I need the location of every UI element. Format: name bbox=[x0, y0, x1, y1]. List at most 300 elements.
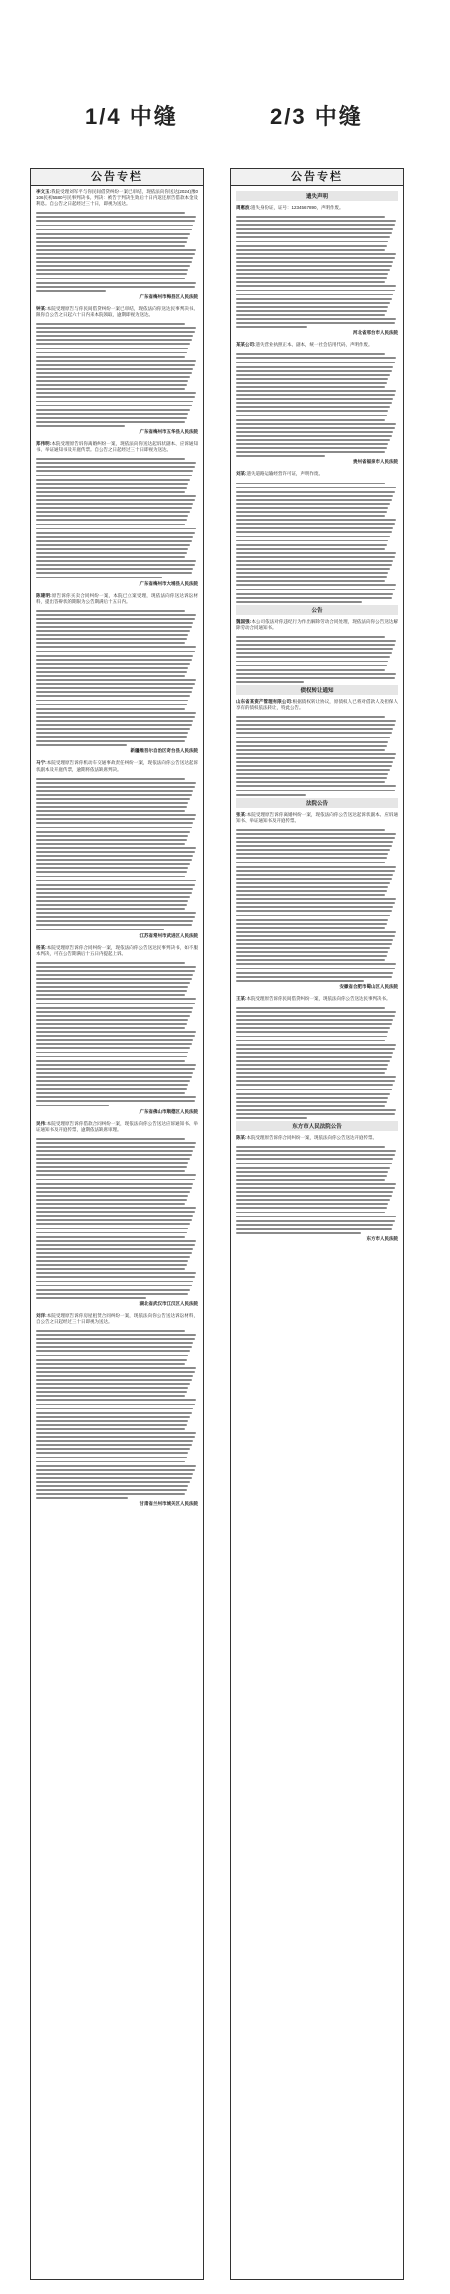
notice-addressee: 吴伟: bbox=[36, 1120, 47, 1126]
text-line bbox=[36, 552, 187, 554]
text-line bbox=[236, 931, 396, 933]
text-line bbox=[36, 1080, 190, 1082]
text-line bbox=[36, 855, 193, 857]
text-line bbox=[36, 519, 187, 521]
text-line bbox=[36, 1195, 188, 1197]
text-line bbox=[36, 233, 190, 235]
notice-paragraph bbox=[36, 945, 198, 957]
text-line bbox=[36, 732, 188, 734]
text-line bbox=[36, 740, 185, 742]
text-line bbox=[36, 1228, 188, 1230]
text-line bbox=[236, 1093, 390, 1095]
text-line bbox=[36, 1015, 190, 1017]
text-line bbox=[36, 1256, 190, 1258]
section-title: 遗失声明 bbox=[236, 191, 398, 201]
text-line bbox=[236, 737, 390, 739]
text-line bbox=[36, 924, 192, 926]
notice-addressee: 魏国强: bbox=[236, 618, 252, 624]
text-line bbox=[236, 253, 396, 255]
notice-addressee: 钟某: bbox=[36, 305, 47, 311]
text-line bbox=[36, 564, 195, 566]
notice-paragraph bbox=[236, 996, 398, 1002]
notice-text: 原告诉你买卖合同纠纷一案，本院已立案受理，现依法向你送达诉讼材料，提出答辩状的期限为公告期满后十五日内。 bbox=[36, 592, 199, 604]
text-line bbox=[36, 237, 188, 239]
text-line bbox=[236, 1031, 388, 1033]
text-line bbox=[36, 1138, 185, 1140]
notice-paragraph bbox=[36, 189, 198, 207]
text-line bbox=[236, 894, 385, 896]
text-line bbox=[236, 1158, 393, 1160]
text-line bbox=[36, 970, 195, 972]
text-line bbox=[236, 548, 385, 550]
text-line bbox=[236, 1232, 361, 1234]
text-line bbox=[236, 765, 392, 767]
text-line bbox=[36, 1264, 187, 1266]
text-line bbox=[36, 1252, 192, 1254]
text-line bbox=[36, 1367, 196, 1369]
text-line bbox=[36, 1338, 195, 1340]
text-line bbox=[36, 892, 192, 894]
text-line bbox=[236, 382, 387, 384]
text-line bbox=[36, 843, 185, 845]
text-line bbox=[36, 1391, 187, 1393]
text-line bbox=[236, 261, 393, 263]
text-line bbox=[236, 451, 385, 453]
text-line bbox=[236, 519, 396, 521]
text-line bbox=[236, 976, 392, 978]
section-title: 公告 bbox=[236, 605, 398, 615]
text-line bbox=[236, 241, 388, 243]
text-line bbox=[236, 1015, 395, 1017]
text-line bbox=[236, 968, 395, 970]
text-line bbox=[36, 614, 196, 616]
text-line bbox=[236, 1228, 392, 1230]
notice-addressee: 李文玉: bbox=[36, 189, 52, 194]
text-line bbox=[36, 548, 188, 550]
text-line bbox=[236, 572, 388, 574]
text-line bbox=[236, 277, 387, 279]
text-line bbox=[36, 1043, 192, 1045]
text-line bbox=[236, 589, 395, 591]
text-line bbox=[36, 1371, 195, 1373]
text-line bbox=[36, 1076, 192, 1078]
text-line bbox=[236, 1113, 395, 1115]
text-line bbox=[36, 1096, 196, 1098]
text-line bbox=[36, 376, 190, 378]
text-line bbox=[236, 386, 385, 388]
text-line bbox=[36, 364, 195, 366]
text-line bbox=[236, 724, 395, 726]
text-line bbox=[36, 253, 195, 255]
text-line bbox=[36, 822, 193, 824]
text-line bbox=[36, 1092, 185, 1094]
text-line bbox=[236, 927, 385, 929]
text-line bbox=[36, 568, 193, 570]
text-line bbox=[36, 1088, 187, 1090]
text-line bbox=[36, 679, 196, 681]
notice-text: 我院受理刘军平与你民间借贷纠纷一案已审结，现依法向你送达(2024)豫0106民初5580号民事判决书。判决：被告于判决生效后十日内返还原告借款本金及利息。自公告之日起经过三十日，即视为送达。 bbox=[36, 189, 198, 207]
text-line bbox=[236, 656, 390, 658]
text-line bbox=[236, 1089, 392, 1091]
text-line bbox=[36, 401, 193, 403]
text-line bbox=[36, 1170, 185, 1172]
text-line bbox=[236, 1224, 393, 1226]
notice-signer: 河北省邢台市人民法院 bbox=[353, 330, 398, 336]
text-line bbox=[236, 370, 392, 372]
text-line bbox=[236, 410, 388, 412]
text-line bbox=[36, 560, 196, 562]
text-line bbox=[36, 802, 188, 804]
text-line bbox=[236, 245, 387, 247]
notice-text: 遗失道路运输经营许可证，声明作废。 bbox=[246, 471, 323, 477]
text-line bbox=[36, 1297, 146, 1299]
text-line bbox=[236, 1191, 393, 1193]
text-line bbox=[236, 353, 385, 355]
text-line bbox=[236, 1036, 387, 1038]
text-line bbox=[236, 318, 396, 320]
text-line bbox=[236, 761, 393, 763]
text-line bbox=[36, 667, 188, 669]
text-line bbox=[36, 1416, 190, 1418]
text-line bbox=[36, 1485, 188, 1487]
left-announcement-column bbox=[30, 168, 204, 2280]
text-line bbox=[236, 374, 390, 376]
text-line bbox=[36, 778, 185, 780]
text-line bbox=[236, 1150, 396, 1152]
text-line bbox=[36, 225, 193, 227]
text-line bbox=[236, 366, 393, 368]
text-line bbox=[36, 384, 187, 386]
text-line bbox=[36, 994, 185, 996]
text-line bbox=[236, 580, 385, 582]
notice-paragraph bbox=[236, 342, 398, 348]
text-line bbox=[36, 261, 192, 263]
text-line bbox=[36, 1154, 192, 1156]
notice-text: 本院受理原告诉你离婚纠纷一案，现依法向你公告送达起诉状副本、应诉通知书、举证通知书及开庭传票。 bbox=[236, 811, 398, 823]
text-line bbox=[36, 290, 106, 292]
text-line bbox=[36, 920, 193, 922]
text-line bbox=[236, 636, 385, 638]
text-line bbox=[36, 1363, 185, 1365]
text-line bbox=[236, 1044, 396, 1046]
text-line bbox=[36, 380, 188, 382]
text-line bbox=[36, 1404, 195, 1406]
text-line bbox=[236, 648, 393, 650]
text-line bbox=[236, 794, 306, 796]
text-line bbox=[36, 396, 195, 398]
text-line bbox=[36, 352, 187, 354]
text-line bbox=[36, 712, 196, 714]
text-line bbox=[236, 556, 395, 558]
text-line bbox=[236, 302, 390, 304]
text-line bbox=[236, 523, 395, 525]
text-line bbox=[236, 1207, 387, 1209]
text-line bbox=[36, 831, 190, 833]
text-line bbox=[36, 1334, 196, 1336]
text-line bbox=[36, 1211, 195, 1213]
text-line bbox=[236, 564, 392, 566]
text-line bbox=[36, 859, 192, 861]
text-line bbox=[36, 1493, 185, 1495]
text-line bbox=[236, 357, 396, 359]
text-line bbox=[236, 853, 388, 855]
text-line bbox=[36, 479, 190, 481]
text-line bbox=[36, 1355, 188, 1357]
text-line bbox=[36, 1056, 187, 1058]
text-line bbox=[36, 286, 195, 288]
notice-signer: 广东省梅州市梅县区人民法院 bbox=[139, 293, 198, 299]
text-line bbox=[36, 278, 185, 280]
text-line bbox=[236, 902, 395, 904]
text-line bbox=[236, 568, 390, 570]
text-line bbox=[36, 1452, 188, 1454]
text-line bbox=[36, 1223, 190, 1225]
notice-paragraph bbox=[36, 306, 198, 318]
section-title: 法院公告 bbox=[236, 798, 398, 808]
text-line bbox=[36, 1281, 193, 1283]
text-line bbox=[36, 1477, 192, 1479]
text-line bbox=[36, 249, 196, 251]
notice-addressee: 某某公司: bbox=[236, 342, 256, 348]
text-line bbox=[236, 980, 364, 982]
text-line bbox=[236, 741, 388, 743]
text-line bbox=[36, 1060, 185, 1062]
text-line bbox=[36, 1187, 192, 1189]
notice-addressee: 郑伟明: bbox=[36, 441, 52, 447]
notice-paragraph bbox=[36, 593, 198, 605]
text-line bbox=[236, 874, 393, 876]
text-line bbox=[36, 1346, 192, 1348]
text-line bbox=[236, 1187, 395, 1189]
text-line bbox=[36, 323, 185, 325]
text-line bbox=[36, 392, 196, 394]
notice-text: 本院受理原告与你民间借贷纠纷一案已审结，现依法向你送达民事判决书。限你自公告之日起六十日内来本院领取，逾期即视为送达。 bbox=[36, 305, 198, 317]
text-line bbox=[236, 390, 396, 392]
section-title: 债权转让通知 bbox=[236, 685, 398, 695]
text-line bbox=[236, 866, 396, 868]
text-line bbox=[36, 1003, 195, 1005]
text-line bbox=[36, 1146, 195, 1148]
text-line bbox=[36, 888, 193, 890]
text-line bbox=[36, 528, 196, 530]
text-line bbox=[236, 507, 388, 509]
text-line bbox=[36, 786, 195, 788]
text-line bbox=[36, 1100, 195, 1102]
text-line bbox=[36, 1375, 193, 1377]
text-line bbox=[36, 265, 190, 267]
section-title: 东方市人民法院公告 bbox=[236, 1121, 398, 1131]
notice-paragraph bbox=[236, 471, 398, 477]
text-line bbox=[236, 1023, 392, 1025]
text-line bbox=[236, 290, 395, 292]
text-line bbox=[236, 1183, 396, 1185]
text-line bbox=[36, 1084, 188, 1086]
text-line bbox=[36, 1031, 196, 1033]
text-line bbox=[236, 1060, 390, 1062]
notice-addressee: 王某: bbox=[236, 995, 247, 1001]
text-line bbox=[36, 409, 190, 411]
text-line bbox=[36, 916, 195, 918]
text-line bbox=[236, 777, 387, 779]
notice-text: 根据债权转让协议，原债权人已将对借款人及担保人享有的债权依法转让，特此公告。 bbox=[236, 698, 399, 711]
text-line bbox=[36, 483, 188, 485]
text-line bbox=[36, 695, 190, 697]
text-line bbox=[236, 443, 388, 445]
notice-text: 本院受理原告诉你房屋租赁合同纠纷一案，现依法向你公告送达诉讼材料，自公告之日起经过三十日即视为送达。 bbox=[36, 1312, 198, 1324]
text-line bbox=[236, 1216, 396, 1218]
text-line bbox=[36, 1342, 193, 1344]
notice-text: 本院受理原告诉你借款合同纠纷一案，现依法向你公告送达应诉通知书、举证通知书及开庭传票，逾期依法缺席审理。 bbox=[36, 1120, 198, 1132]
text-line bbox=[36, 475, 192, 477]
text-line bbox=[236, 495, 393, 497]
text-line bbox=[36, 1379, 192, 1381]
text-line bbox=[36, 962, 185, 964]
text-line bbox=[36, 343, 190, 345]
text-line bbox=[36, 724, 192, 726]
text-line bbox=[36, 1420, 188, 1422]
text-line bbox=[236, 857, 387, 859]
text-line bbox=[36, 704, 187, 706]
text-line bbox=[36, 1174, 196, 1176]
text-line bbox=[236, 870, 395, 872]
text-line bbox=[236, 1220, 395, 1222]
text-line bbox=[236, 398, 393, 400]
text-line bbox=[236, 285, 396, 287]
notice-text: 本院受理原告诉你合同纠纷一案，现依法向你公告送达民事判决书，如不服本判决，可在公告期满后十五日内提起上诉。 bbox=[36, 944, 198, 956]
text-line bbox=[36, 671, 187, 673]
notice-paragraph bbox=[236, 1135, 398, 1141]
text-line bbox=[236, 1195, 392, 1197]
text-line bbox=[236, 544, 387, 546]
text-line bbox=[36, 1150, 193, 1152]
text-line bbox=[236, 423, 396, 425]
text-line bbox=[36, 1440, 193, 1442]
text-line bbox=[36, 577, 162, 579]
text-line bbox=[236, 749, 385, 751]
text-line bbox=[236, 943, 392, 945]
text-line bbox=[36, 536, 193, 538]
text-line bbox=[236, 394, 395, 396]
text-line bbox=[36, 425, 125, 427]
text-line bbox=[236, 919, 388, 921]
text-line bbox=[36, 1023, 187, 1025]
notice-signer: 江苏省常州市武进区人民法院 bbox=[139, 932, 198, 938]
text-line bbox=[36, 1052, 188, 1054]
text-line bbox=[36, 1248, 193, 1250]
text-line bbox=[36, 1473, 193, 1475]
text-line bbox=[236, 536, 390, 538]
text-line bbox=[236, 265, 392, 267]
text-line bbox=[36, 744, 127, 746]
text-line bbox=[36, 1068, 195, 1070]
text-line bbox=[236, 640, 396, 642]
text-line bbox=[36, 216, 196, 218]
text-line bbox=[236, 406, 390, 408]
text-line bbox=[236, 439, 390, 441]
text-line bbox=[36, 720, 193, 722]
text-line bbox=[36, 1072, 193, 1074]
text-line bbox=[36, 507, 192, 509]
text-line bbox=[36, 863, 190, 865]
text-line bbox=[236, 1007, 385, 1009]
text-line bbox=[36, 360, 196, 362]
text-line bbox=[236, 947, 390, 949]
text-line bbox=[236, 491, 395, 493]
text-line bbox=[236, 1064, 388, 1066]
text-line bbox=[236, 306, 388, 308]
text-line bbox=[36, 626, 192, 628]
notice-paragraph bbox=[36, 1121, 198, 1133]
text-line bbox=[236, 483, 385, 485]
notice-text: 本院受理原告诉你离婚纠纷一案，现依法向你送达起诉状副本、应诉通知书、举证通知书及开庭传票。自公告之日起经过三十日即视为送达。 bbox=[36, 441, 199, 453]
text-line bbox=[236, 673, 396, 675]
text-line bbox=[36, 798, 190, 800]
text-line bbox=[36, 556, 185, 558]
text-line bbox=[36, 708, 185, 710]
text-line bbox=[36, 827, 192, 829]
text-line bbox=[36, 990, 187, 992]
notice-text: 本院受理原告诉你机动车交通事故责任纠纷一案，现依法向你公告送达起诉状副本及开庭传票，逾期将依法缺席判决。 bbox=[36, 760, 198, 772]
text-line bbox=[236, 728, 393, 730]
text-line bbox=[236, 236, 390, 238]
text-line bbox=[236, 644, 395, 646]
notice-text: 遗失营业执照正本、副本，统一社会信用代码，声明作废。 bbox=[255, 342, 373, 348]
text-line bbox=[236, 862, 385, 864]
text-line bbox=[236, 269, 390, 271]
text-line bbox=[236, 597, 392, 599]
text-line bbox=[36, 1465, 196, 1467]
text-line bbox=[36, 470, 193, 472]
text-line bbox=[236, 310, 387, 312]
text-line bbox=[36, 1215, 193, 1217]
text-line bbox=[236, 435, 392, 437]
text-line bbox=[36, 835, 188, 837]
text-line bbox=[36, 1424, 187, 1426]
text-line bbox=[236, 1027, 390, 1029]
text-line bbox=[236, 402, 392, 404]
text-line bbox=[236, 1171, 388, 1173]
text-line bbox=[36, 1350, 190, 1352]
text-line bbox=[236, 769, 390, 771]
text-line bbox=[36, 1035, 195, 1037]
text-line bbox=[36, 335, 193, 337]
text-line bbox=[36, 904, 187, 906]
text-line bbox=[36, 1461, 185, 1463]
text-line bbox=[236, 1203, 388, 1205]
text-line bbox=[36, 499, 195, 501]
text-line bbox=[36, 700, 188, 702]
text-line bbox=[36, 1432, 196, 1434]
left-page-label: 1/4 中缝 bbox=[85, 104, 178, 129]
text-line bbox=[36, 245, 185, 247]
text-line bbox=[36, 867, 188, 869]
text-line bbox=[36, 462, 196, 464]
text-line bbox=[236, 1084, 393, 1086]
text-line bbox=[36, 814, 196, 816]
text-line bbox=[36, 257, 193, 259]
text-line bbox=[36, 466, 195, 468]
text-line bbox=[36, 273, 187, 275]
text-line bbox=[36, 1469, 195, 1471]
text-line bbox=[36, 1481, 190, 1483]
text-line bbox=[36, 912, 196, 914]
text-line bbox=[36, 1489, 187, 1491]
text-line bbox=[36, 790, 193, 792]
text-line bbox=[36, 651, 195, 653]
text-line bbox=[36, 1203, 185, 1205]
text-line bbox=[36, 1293, 188, 1295]
text-line bbox=[236, 431, 393, 433]
